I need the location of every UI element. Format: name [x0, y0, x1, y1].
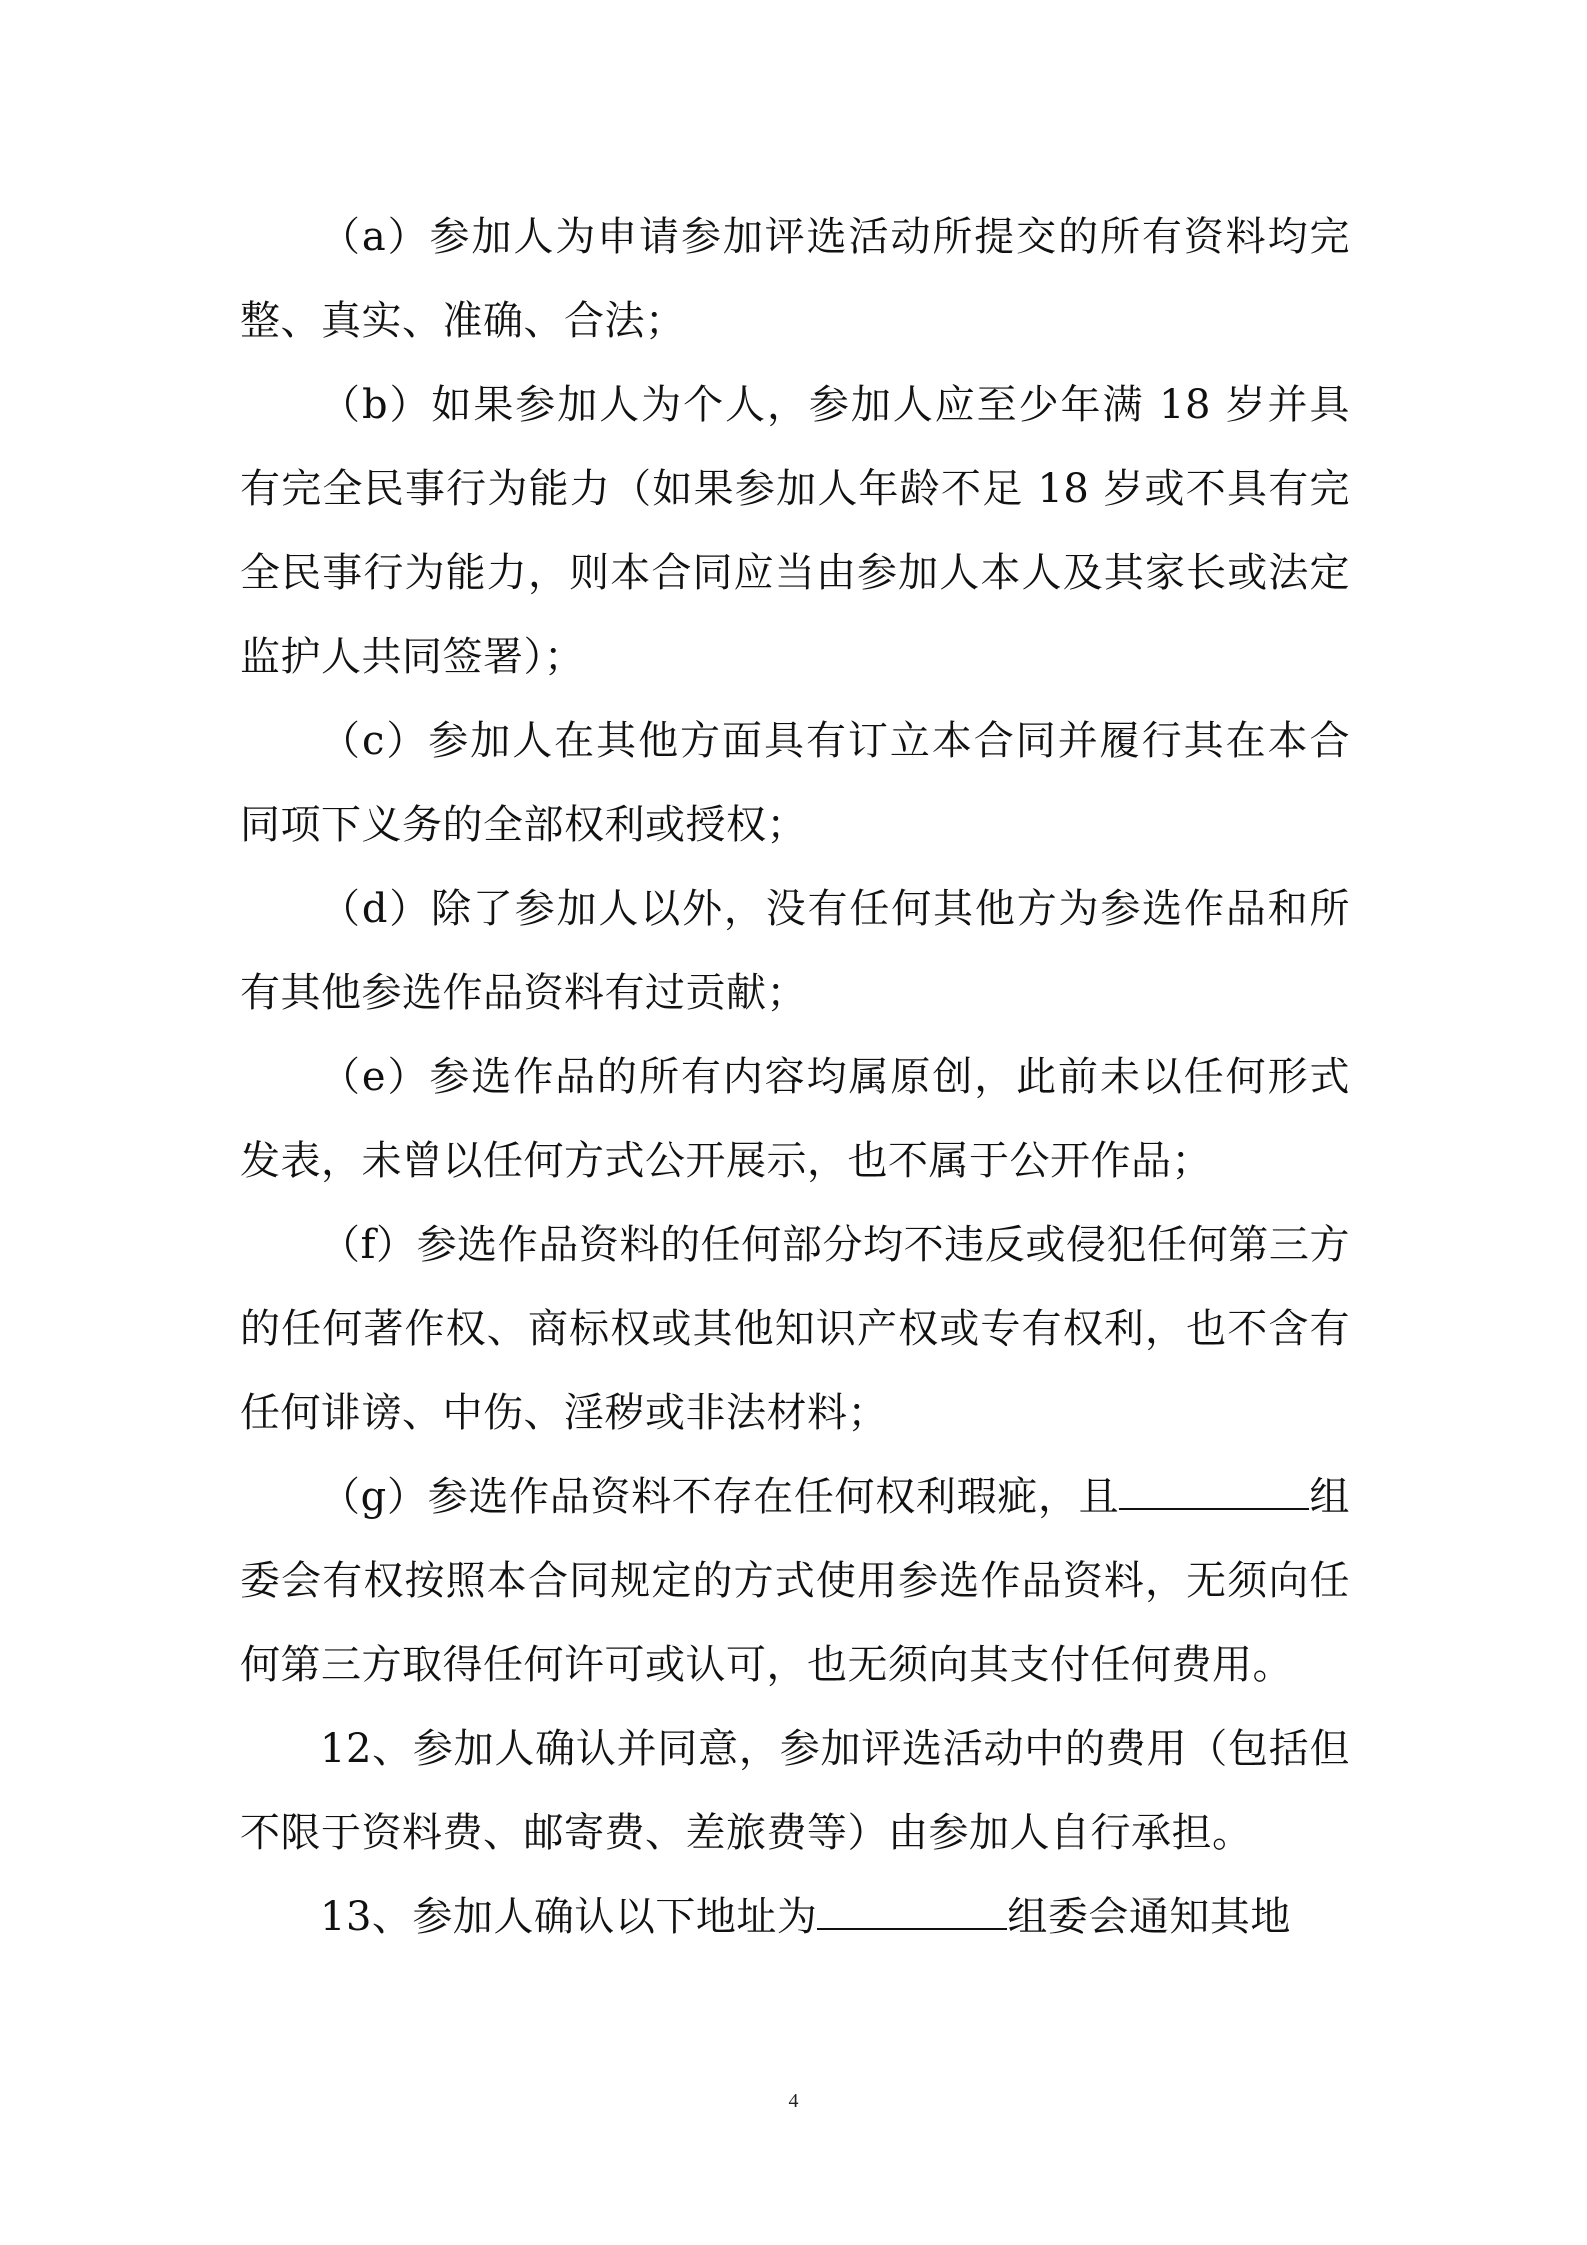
- section-12: 12、参加人确认并同意，参加评选活动中的费用（包括但不限于资料费、邮寄费、差旅费等）由参加人自行承担。: [240, 1726, 1350, 1856]
- section-13: [240, 1875, 1350, 1959]
- page-number: 4: [788, 2090, 799, 2112]
- clause-c: （c）参加人在其他方面具有订立本合同并履行其在本合同项下义务的全部权利或授权；: [240, 718, 1350, 848]
- clause-d: （d）除了参加人以外，没有任何其他方为参选作品和所有其他参选作品资料有过贡献；: [240, 886, 1350, 1016]
- clause-f: （f）参选作品资料的任何部分均不违反或侵犯任何第三方的任何著作权、商标权或其他知识产权或专有权利，也不含有任何诽谤、中伤、淫秽或非法材料；: [240, 1222, 1350, 1436]
- clause-g-before: （g）参选作品资料不存在任何权利瑕疵，且: [320, 1474, 1120, 1520]
- clause-b: （b）如果参加人为个人，参加人应至少年满 18 岁并具有完全民事行为能力（如果参加人年龄不足 18 岁或不具有完全民事行为能力，则本合同应当由参加人本人及其家长或法定监护人共同签署）；: [240, 382, 1350, 680]
- clause-e: （e）参选作品的所有内容均属原创，此前未以任何形式发表，未曾以任何方式公开展示，也不属于公开作品；: [240, 1054, 1350, 1184]
- clause-g: [240, 1455, 1350, 1707]
- body-text: [240, 195, 1350, 1959]
- blank-line: [817, 1894, 1007, 1930]
- section-13-after: 组委会通知其地: [1007, 1894, 1291, 1940]
- clause-g-after: 组委会有权按照本合同规定的方式使用参选作品资料，无须向任何第三方取得任何许可或认可，也无须向其支付任何费用。: [240, 1474, 1350, 1688]
- blank-line: [1119, 1474, 1309, 1510]
- section-13-before: 13、参加人确认以下地址为: [320, 1894, 818, 1940]
- clause-a: （a）参加人为申请参加评选活动所提交的所有资料均完整、真实、准确、合法；: [240, 214, 1350, 344]
